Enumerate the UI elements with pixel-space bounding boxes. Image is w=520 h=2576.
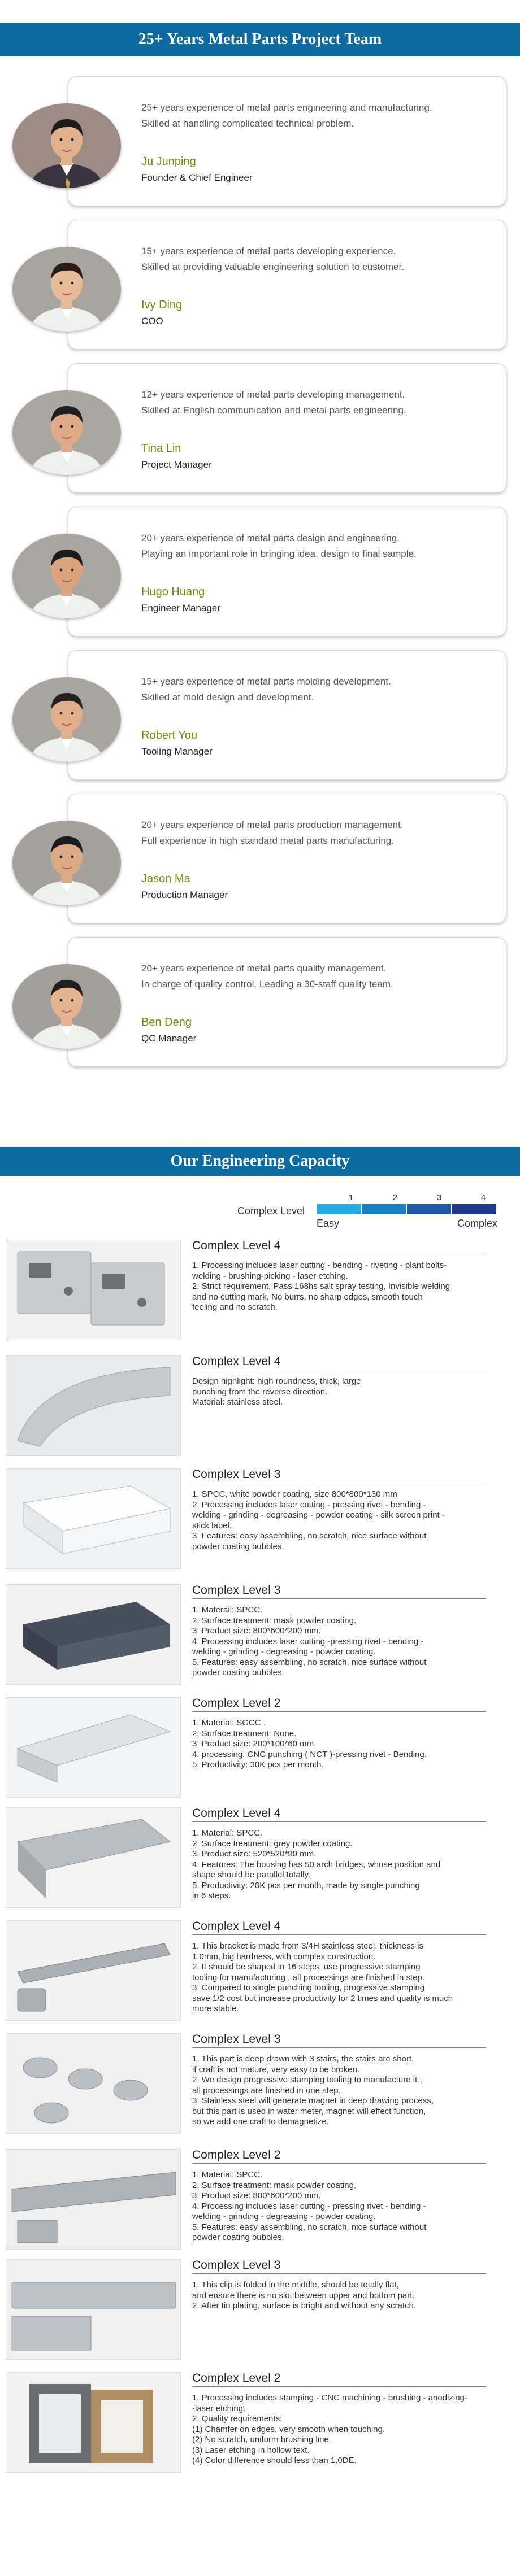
- process-description: 1. This part is deep drawn with 3 stairs, the stairs are short, if craft is not mature, very easy to be broken. 2. We design progressive stamping tooling to manufacture it , all processings are finished in one step. 3. Stainless steel will generate magnet in deep drawing process, but this part is used in water meter, magnet will effect function, so we add one craft to demagnetize.: [192, 2054, 434, 2126]
- complexity-title: Complex Level 4: [192, 1239, 281, 1252]
- legend-level-3: 3: [436, 1193, 442, 1202]
- portrait-illustration: [12, 964, 121, 1049]
- complexity-title: Complex Level 4: [192, 1920, 281, 1933]
- title-divider: [192, 1821, 486, 1822]
- complexity-title: Complex Level 3: [192, 2259, 281, 2272]
- title-divider: [192, 1598, 486, 1599]
- process-description: 1. Materail: SPCC. 2. Surface treatment: mask powder coating. 3. Product size: 800*600*200 mm. 4. Processing includes laser cutting -pressing rivet - bending - welding - grinding - degreasing - powder coating. 5. Features: easy assembling, no scratch, nice surface without powder coating bubbles.: [192, 1605, 427, 1677]
- member-role: Project Manager: [141, 459, 212, 470]
- product-photo: [6, 1584, 181, 1685]
- product-photo: [6, 1807, 181, 1908]
- member-name: Ben Deng: [141, 1016, 192, 1028]
- portrait-illustration: [12, 821, 121, 905]
- capacity-item: [0, 1466, 520, 1573]
- team-member: [0, 937, 520, 1067]
- member-name: Jason Ma: [141, 873, 190, 885]
- product-photo: [6, 1240, 181, 1340]
- portrait-illustration: [12, 247, 121, 332]
- member-description: 25+ years experience of metal parts engineering and manufacturing. Skilled at handling complicated technical problem.: [141, 102, 432, 129]
- member-role: Production Manager: [141, 890, 228, 900]
- capacity-item: [0, 1917, 520, 2025]
- member-card: [68, 650, 506, 780]
- team-member: [0, 507, 520, 637]
- complexity-title: Complex Level 3: [192, 2033, 281, 2046]
- product-illustration: [6, 2260, 181, 2360]
- legend-swatch-2: [362, 1204, 406, 1214]
- member-card: [68, 794, 506, 923]
- member-description: 15+ years experience of metal parts molding development. Skilled at mold design and development.: [141, 676, 391, 703]
- member-description: 12+ years experience of metal parts developing management. Skilled at English communication and metal parts engineering.: [141, 389, 406, 416]
- product-illustration: [6, 1469, 181, 1569]
- member-card: [68, 937, 506, 1067]
- capacity-banner: [0, 1147, 520, 1176]
- member-role: QC Manager: [141, 1033, 197, 1044]
- process-description: 1. Material: SGCC . 2. Surface treatment: None. 3. Product size: 200*100*60 mm. 4. processing: CNC punching ( NCT )-pressing rivet - Bending. 5. Productivity: 30K pcs per month.: [192, 1718, 427, 1769]
- product-illustration: [6, 2034, 181, 2134]
- product-illustration: [6, 1921, 181, 2021]
- member-description: 20+ years experience of metal parts design and engineering. Playing an important role in bringing idea, design to final sample.: [141, 533, 417, 559]
- team-member: [0, 363, 520, 493]
- product-illustration: [6, 1698, 181, 1798]
- capacity-item: [0, 2256, 520, 2364]
- complexity-title: Complex Level 2: [192, 2372, 281, 2385]
- member-description: 15+ years experience of metal parts developing experience. Skilled at providing valuable engineering solution to customer.: [141, 246, 404, 272]
- legend-swatch-3: [407, 1204, 451, 1214]
- product-photo: [6, 2259, 181, 2360]
- team-member: [0, 220, 520, 350]
- member-role: COO: [141, 316, 163, 326]
- member-card: [68, 363, 506, 493]
- member-photo: [12, 390, 121, 475]
- member-name: Ivy Ding: [141, 299, 183, 311]
- legend-label: Complex Level: [237, 1205, 305, 1217]
- capacity-item: [0, 2369, 520, 2477]
- legend-level-numbers: [331, 1193, 495, 1204]
- complexity-title: Complex Level 4: [192, 1807, 281, 1820]
- legend-level-4: 4: [480, 1193, 486, 1202]
- member-role: Engineer Manager: [141, 603, 220, 613]
- title-divider: [192, 1711, 486, 1712]
- complexity-title: Complex Level 2: [192, 1697, 281, 1710]
- product-illustration: [6, 1808, 181, 1908]
- complexity-title: Complex Level 4: [192, 1355, 281, 1368]
- product-photo: [6, 2372, 181, 2473]
- member-name: Robert You: [141, 729, 197, 742]
- legend-color-bar: [317, 1204, 497, 1214]
- complexity-title: Complex Level 3: [192, 1468, 281, 1481]
- process-description: 1. Processing includes laser cutting - bending - riveting - plant bolts- welding - brushing-picking - laser etching. 2. Strict requirement, Pass 168hs salt spray testing, Invisible welding and no cutting mark, No burrs, no sharp edges, smooth touch feeling and no scratch.: [192, 1261, 450, 1312]
- process-description: 1. Processing includes stamping - CNC machining - brushing - anodizing- -laser etching. 2. Quality requirements: (1) Chamfer on edges, very smooth when touching. (2) No scratch, uniform brushing line. (3) Laser etching in hollow text. (4) Color difference should less than 1.0DE.: [192, 2393, 467, 2465]
- member-name: Hugo Huang: [141, 586, 205, 598]
- team-member: [0, 650, 520, 780]
- member-name: Ju Junping: [141, 155, 196, 168]
- member-description: 20+ years experience of metal parts quality management. In charge of quality control. Leading a 30-staff quality team.: [141, 963, 393, 990]
- member-photo: [12, 677, 121, 762]
- process-description: 1. This bracket is made from 3/4H stainless steel, thickness is 1.0mm, big hardness, with complex construction. 2. It should be shaped in 16 steps, use progressive stamping tooling for manufacturing , all processings are finished in step. 3. Compared to single punching tooling, progressive stamping save 1/2 cost but increase productivity for 2 times and quality is much more stable.: [192, 1941, 453, 2013]
- product-photo: [6, 1920, 181, 2021]
- product-illustration: [6, 2150, 181, 2250]
- product-photo: [6, 2149, 181, 2250]
- legend-swatch-1: [317, 1204, 361, 1214]
- legend-easy-label: Easy: [317, 1218, 340, 1229]
- capacity-item: [0, 1804, 520, 1912]
- capacity-item: [0, 2030, 520, 2138]
- capacity-title: Our Engineering Capacity: [170, 1152, 350, 1170]
- process-description: 1. Material: SPCC. 2. Surface treatment: mask powder coating. 3. Product size: 800*600*200 mm. 4. Processing includes laser cutting - pressing rivet - bending - welding - grinding - degreasing - powder coating. 5. Features: easy assembling, no scratch, nice surface without powder coating bubbles.: [192, 2170, 427, 2242]
- product-photo: [6, 1355, 181, 1456]
- legend-level-2: 2: [392, 1193, 398, 1202]
- legend-swatch-4: [452, 1204, 496, 1214]
- product-illustration: [6, 1356, 181, 1456]
- process-description: 1. SPCC, white powder coating, size 800*800*130 mm 2. Processing includes laser cutting - pressing rivet - bending - welding - grinding - degreasing - powder coating - silk screen print - stick label. 3. Features: easy assembling, no scratch, nice surface without powder coating bubbles.: [192, 1489, 445, 1551]
- portrait-illustration: [12, 390, 121, 475]
- member-description: 20+ years experience of metal parts production management. Full experience in high standard metal parts manufacturing.: [141, 820, 404, 846]
- member-photo: [12, 103, 121, 188]
- legend-level-1: 1: [348, 1193, 354, 1202]
- complexity-title: Complex Level 2: [192, 2148, 281, 2161]
- member-photo: [12, 821, 121, 905]
- member-role: Tooling Manager: [141, 746, 213, 757]
- member-card: [68, 76, 506, 206]
- team-member: [0, 794, 520, 923]
- team-member: [0, 76, 520, 206]
- product-photo: [6, 2033, 181, 2134]
- member-photo: [12, 247, 121, 332]
- member-photo: [12, 964, 121, 1049]
- team-banner: [0, 23, 520, 56]
- member-card: [68, 220, 506, 350]
- complexity-title: Complex Level 3: [192, 1584, 281, 1597]
- portrait-illustration: [12, 534, 121, 618]
- process-description: Design highlight: high roundness, thick, large punching from the reverse direction. Material: stainless steel.: [192, 1376, 361, 1407]
- title-divider: [192, 2163, 486, 2164]
- team-title: 25+ Years Metal Parts Project Team: [138, 30, 382, 48]
- capacity-item: [0, 1581, 520, 1689]
- member-role: Founder & Chief Engineer: [141, 172, 253, 183]
- capacity-item: [0, 1237, 520, 1344]
- portrait-illustration: [12, 103, 121, 188]
- title-divider: [192, 2047, 486, 2048]
- product-illustration: [6, 1585, 181, 1685]
- member-name: Tina Lin: [141, 442, 181, 455]
- member-photo: [12, 534, 121, 618]
- title-divider: [192, 2273, 486, 2274]
- legend-complex-label: Complex: [457, 1218, 497, 1229]
- title-divider: [192, 2386, 486, 2387]
- process-description: 1. This clip is folded in the middle, should be totally flat, and ensure there is no slot between upper and bottom part. 2. After tin plating, surface is bright and without any scratch.: [192, 2280, 417, 2311]
- portrait-illustration: [12, 677, 121, 762]
- capacity-item: [0, 2146, 520, 2254]
- product-photo: [6, 1697, 181, 1798]
- complexity-legend: [237, 1193, 497, 1232]
- process-description: 1. Material: SPCC. 2. Surface treatment: grey powder coating. 3. Product size: 520*520*90 mm. 4. Features: The housing has 50 arch bridges, whose position and shape should be parallel totally. 5. Productivity: 20K pcs per month, made by single punching in 6 steps.: [192, 1828, 441, 1901]
- capacity-item: [0, 1694, 520, 1802]
- product-photo: [6, 1468, 181, 1569]
- capacity-item: [0, 1353, 520, 1460]
- product-illustration: [6, 1240, 181, 1340]
- member-card: [68, 507, 506, 637]
- title-divider: [192, 1934, 486, 1935]
- product-illustration: [6, 2373, 181, 2473]
